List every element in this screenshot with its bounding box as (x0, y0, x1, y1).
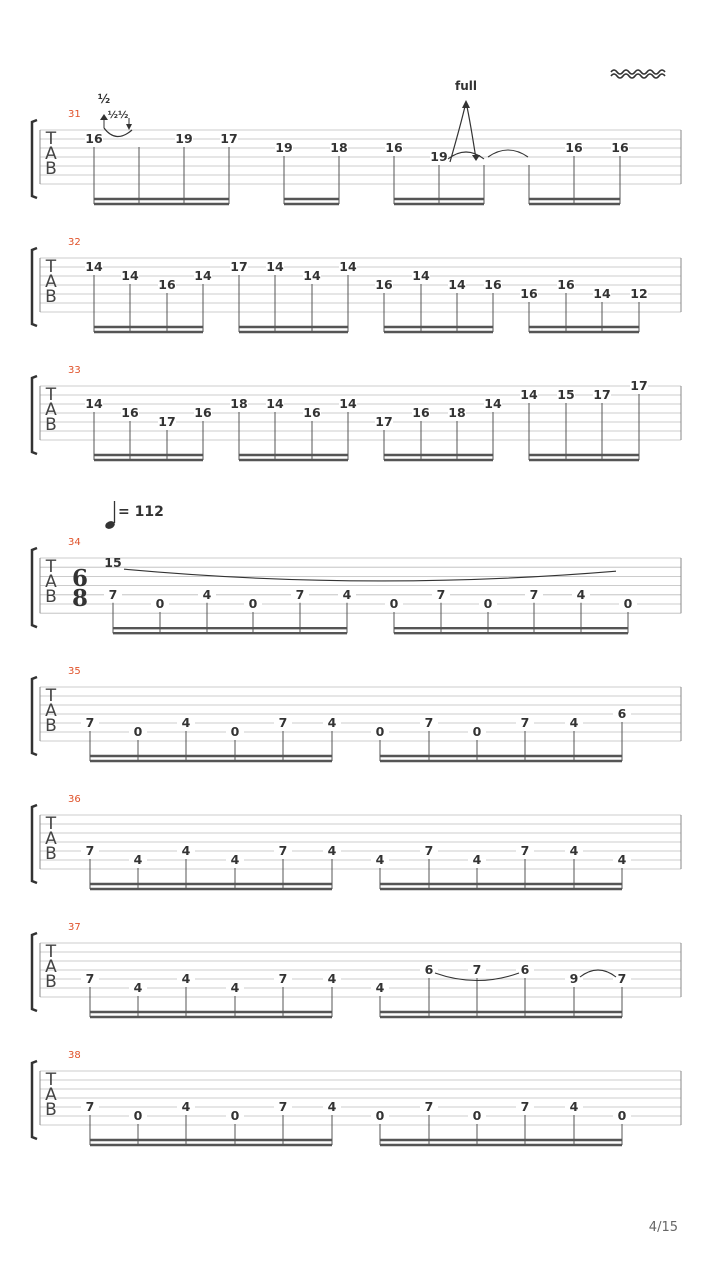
measure-number: 35 (68, 666, 81, 677)
fret-number: 4 (576, 586, 586, 602)
tab-clef-letter: B (45, 972, 57, 992)
fret-number: 14 (266, 396, 284, 411)
tab-clef-letter: T (45, 385, 57, 405)
fret-number: 0 (617, 1108, 627, 1123)
tab-clef-letter: T (45, 129, 57, 149)
fret-number: 17 (375, 414, 393, 429)
fret-number: 6 (520, 962, 530, 977)
fret-number: 0 (623, 596, 633, 611)
fret-number: 14 (339, 396, 357, 411)
system-bracket (32, 677, 37, 755)
fret-number: 16 (385, 140, 403, 155)
measure-number: 31 (68, 109, 81, 120)
fret-number: 4 (472, 852, 482, 867)
fret-number: 4 (327, 715, 337, 730)
fret-number: 4 (181, 971, 191, 986)
tab-clef-letter: A (45, 701, 57, 721)
fret-number: 4 (181, 715, 191, 730)
tab-clef-letter: T (45, 557, 57, 577)
tab-clef-letter: A (45, 400, 57, 420)
fret-number: 14 (121, 268, 139, 283)
fret-number: 0 (155, 596, 165, 611)
fret-number: 7 (424, 843, 434, 858)
fret-number: 4 (375, 980, 385, 995)
measure-number: 36 (68, 794, 81, 805)
fret-number: 7 (436, 586, 446, 602)
tab-clef-letter: B (45, 287, 57, 307)
measure-number: 34 (68, 537, 81, 548)
fret-number: 4 (617, 852, 627, 867)
fret-number: 14 (339, 259, 357, 274)
fret-number: 4 (202, 586, 212, 602)
fret-number: 4 (327, 843, 337, 858)
fret-number: 16 (484, 277, 502, 292)
fret-number: 16 (412, 405, 430, 420)
tie-arc (488, 150, 528, 157)
fret-number: 19 (275, 140, 293, 155)
tab-clef-letter: A (45, 572, 57, 592)
fret-number: 7 (520, 1099, 530, 1114)
time-signature-numerator: 6 (71, 565, 89, 592)
fret-number: 16 (520, 286, 538, 301)
system-bracket (32, 805, 37, 883)
fret-number: 0 (133, 724, 143, 739)
let-ring-tie (124, 569, 616, 581)
tab-clef-letter: B (45, 1100, 57, 1120)
fret-number: 14 (520, 387, 538, 402)
measure-number: 33 (68, 365, 81, 376)
fret-number: 17 (220, 131, 238, 146)
tab-clef-letter: T (45, 686, 57, 706)
release-arrow-head (126, 124, 132, 130)
tie-arc (448, 152, 484, 159)
fret-number: 16 (121, 405, 139, 420)
fret-number: 16 (303, 405, 321, 420)
fret-number: 14 (448, 277, 466, 292)
bend-curve (104, 128, 132, 137)
fret-number: 0 (133, 1108, 143, 1123)
tab-clef-letter: T (45, 942, 57, 962)
fret-number: 16 (194, 405, 212, 420)
fret-number: 0 (472, 1108, 482, 1123)
fret-number: 4 (327, 1099, 337, 1114)
fret-number: 14 (484, 396, 502, 411)
fret-number: 0 (230, 724, 240, 739)
page-number: 4/15 (648, 1220, 678, 1235)
fret-number: 7 (108, 586, 118, 602)
fret-number: 9 (569, 971, 579, 986)
tab-clef-letter: B (45, 587, 57, 607)
system-bracket (32, 376, 37, 454)
fret-number: 17 (630, 378, 648, 393)
tab-clef-letter: A (45, 272, 57, 292)
fret-number: 16 (611, 140, 629, 155)
fret-number: 4 (327, 971, 337, 986)
fret-number: 7 (520, 843, 530, 858)
fret-number: 7 (617, 971, 627, 986)
bend-half-half-label: ½½ (107, 110, 129, 121)
fret-number: 19 (175, 131, 193, 146)
fret-number: 7 (278, 843, 288, 858)
fret-number: 4 (181, 843, 191, 858)
fret-number: 7 (278, 1099, 288, 1114)
fret-number: 0 (389, 596, 399, 611)
fret-number: 17 (158, 414, 176, 429)
system-bracket (32, 1061, 37, 1139)
fret-number: 7 (85, 715, 95, 730)
system-bracket (32, 120, 37, 198)
tab-clef-letter: A (45, 957, 57, 977)
fret-number: 4 (375, 852, 385, 867)
fret-number: 15 (557, 387, 575, 402)
fret-number: 7 (520, 715, 530, 730)
tab-clef-letter: T (45, 814, 57, 834)
system-bracket (32, 548, 37, 627)
tab-clef-letter: B (45, 415, 57, 435)
fret-number-top: 15 (104, 555, 122, 571)
fret-number: 16 (85, 131, 103, 146)
tab-clef-letter: B (45, 159, 57, 179)
fret-number: 4 (342, 586, 352, 602)
fret-number: 4 (230, 980, 240, 995)
fret-number: 6 (617, 706, 627, 721)
fret-number: 7 (278, 971, 288, 986)
fret-number: 14 (593, 286, 611, 301)
measure-number: 32 (68, 237, 81, 248)
fret-number: 16 (375, 277, 393, 292)
tab-clef-letter: T (45, 1070, 57, 1090)
tab-clef-letter: A (45, 829, 57, 849)
fret-number: 7 (529, 586, 539, 602)
system-bracket (32, 248, 37, 326)
fret-number: 14 (194, 268, 212, 283)
slur-arc (580, 970, 616, 977)
fret-number: 19 (430, 149, 448, 164)
measure-number: 38 (68, 1050, 81, 1061)
fret-number: 14 (85, 396, 103, 411)
fret-number: 4 (230, 852, 240, 867)
fret-number: 14 (303, 268, 321, 283)
fret-number: 18 (230, 396, 248, 411)
fret-number: 0 (230, 1108, 240, 1123)
bend-full-arrow (462, 100, 470, 108)
fret-number: 4 (133, 980, 143, 995)
fret-number: 16 (158, 277, 176, 292)
tab-clef-letter: T (45, 257, 57, 277)
fret-number: 0 (375, 1108, 385, 1123)
fret-number: 17 (593, 387, 611, 402)
fret-number: 18 (448, 405, 466, 420)
fret-number: 4 (569, 843, 579, 858)
fret-number: 0 (375, 724, 385, 739)
system-bracket (32, 933, 37, 1011)
fret-number: 7 (85, 843, 95, 858)
fret-number: 17 (230, 259, 248, 274)
fret-number: 7 (85, 971, 95, 986)
measure-number: 37 (68, 922, 81, 933)
fret-number: 7 (85, 1099, 95, 1114)
fret-number: 16 (557, 277, 575, 292)
tempo-marking: = 112 (118, 504, 164, 520)
fret-number: 7 (424, 715, 434, 730)
bend-full-label: full (455, 79, 477, 93)
tab-clef-letter: A (45, 144, 57, 164)
fret-number: 0 (472, 724, 482, 739)
fret-number: 4 (133, 852, 143, 867)
fret-number: 4 (569, 715, 579, 730)
tab-clef-letter: B (45, 716, 57, 736)
fret-number: 0 (483, 596, 493, 611)
fret-number: 6 (424, 962, 434, 977)
fret-number: 7 (424, 1099, 434, 1114)
fret-number: 4 (181, 1099, 191, 1114)
fret-number: 14 (266, 259, 284, 274)
fret-number: 7 (295, 586, 305, 602)
fret-number: 18 (330, 140, 348, 155)
fret-number: 7 (472, 962, 482, 977)
fret-number: 4 (569, 1099, 579, 1114)
fret-number: 0 (248, 596, 258, 611)
time-signature-denominator: 8 (71, 585, 89, 612)
fret-number: 16 (565, 140, 583, 155)
fret-number: 12 (630, 286, 648, 301)
fret-number: 14 (85, 259, 103, 274)
fret-number: 14 (412, 268, 430, 283)
fret-number: 7 (278, 715, 288, 730)
tab-clef-letter: A (45, 1085, 57, 1105)
tab-clef-letter: B (45, 844, 57, 864)
bend-half-label: ½ (97, 92, 111, 106)
